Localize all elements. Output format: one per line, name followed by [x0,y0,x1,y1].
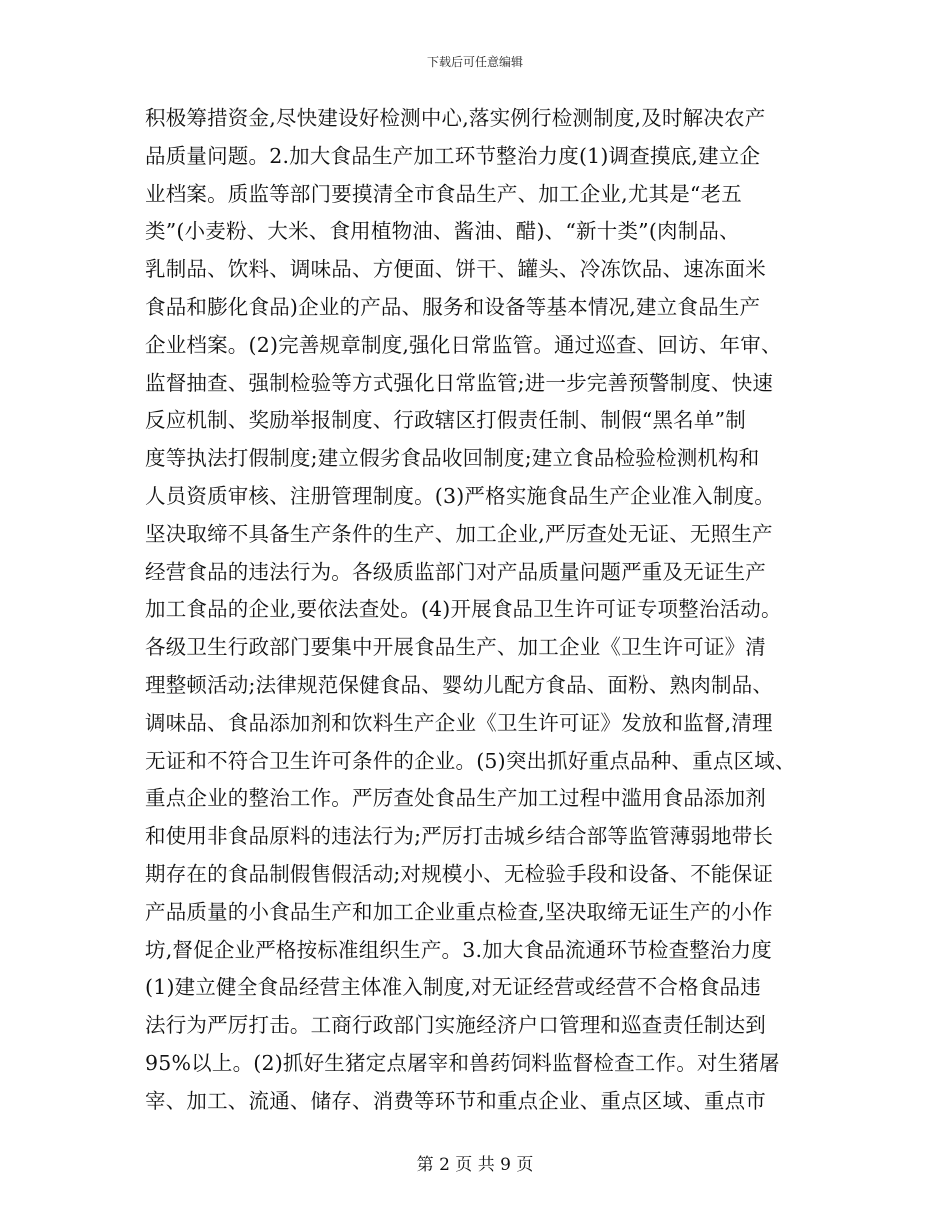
body-line: 反应机制、奖励举报制度、行政辖区打假责任制、制假“黑名单”制 [145,408,746,433]
document-body [145,100,865,1121]
body-line: 坊,督促企业严格按标准组织生产。3.加大食品流通环节检查整治力度 [145,937,772,962]
page-number-footer: 第 2 页 共 9 页 [416,1155,534,1175]
body-line: 加工食品的企业,要依法查处。(4)开展食品卫生许可证专项整治活动。 [145,597,782,622]
body-line: 宰、加工、流通、储存、消费等环节和重点企业、重点区域、重点市 [145,1088,766,1113]
body-line: 和使用非食品原料的违法行为;严厉打击城乡结合部等监管薄弱地带长 [145,824,774,849]
body-line: 95%以上。(2)抓好生猪定点屠宰和兽药饲料监督检查工作。对生猪屠 [145,1050,780,1075]
body-line: 度等执法打假制度;建立假劣食品收回制度;建立食品检验检测机构和 [145,446,760,471]
body-line: 期存在的食品制假售假活动;对规模小、无检验手段和设备、不能保证 [145,861,774,886]
body-line: 积极筹措资金,尽快建设好检测中心,落实例行检测制度,及时解决农产 [145,106,766,130]
body-line: 经营食品的违法行为。各级质监部门对产品质量问题严重及无证生产 [145,559,766,584]
body-line: 品质量问题。2.加大食品生产加工环节整治力度(1)调查摸底,建立企 [145,143,761,168]
page-header: 下载后可任意编辑 [426,55,523,69]
body-line: 无证和不符合卫生许可条件的企业。(5)突出抓好重点品种、重点区域、 [145,748,796,773]
body-line: 食品和膨化食品)企业的产品、服务和设备等基本情况,建立食品生产 [145,294,761,319]
body-line: 监督抽查、强制检验等方式强化日常监管;进一步完善预警制度、快速 [145,370,774,395]
body-line: 企业档案。(2)完善规章制度,强化日常监管。通过巡查、回访、年审、 [145,332,782,357]
body-line: 坚决取缔不具备生产条件的生产、加工企业,严厉查处无证、无照生产 [145,521,773,546]
body-line: 重点企业的整治工作。严厉查处食品生产加工过程中滥用食品添加剂 [145,786,766,811]
body-line: 调味品、食品添加剂和饮料生产企业《卫生许可证》发放和监督,清理 [145,710,773,735]
body-line: 类”(小麦粉、大米、食用植物油、酱油、醋)、“新十类”(肉制品、 [145,219,740,244]
body-line: 各级卫生行政部门要集中开展食品生产、加工企业《卫生许可证》清 [145,635,766,660]
body-line: 法行为严厉打击。工商行政部门实施经济户口管理和巡查责任制达到 [145,1013,766,1038]
body-line: (1)建立健全食品经营主体准入制度,对无证经营或经营不合格食品违 [145,975,761,1000]
body-line: 业档案。质监等部门要摸清全市食品生产、加工企业,尤其是“老五 [145,181,742,206]
body-line: 产品质量的小食品生产和加工企业重点检查,坚决取缔无证生产的小作 [145,899,773,924]
body-line: 乳制品、饮料、调味品、方便面、饼干、罐头、冷冻饮品、速冻面米 [145,257,766,282]
body-line: 人员资质审核、注册管理制度。(3)严格实施食品生产企业准入制度。 [145,483,775,508]
body-line: 理整顿活动;法律规范保健食品、婴幼儿配方食品、面粉、熟肉制品、 [145,672,774,697]
